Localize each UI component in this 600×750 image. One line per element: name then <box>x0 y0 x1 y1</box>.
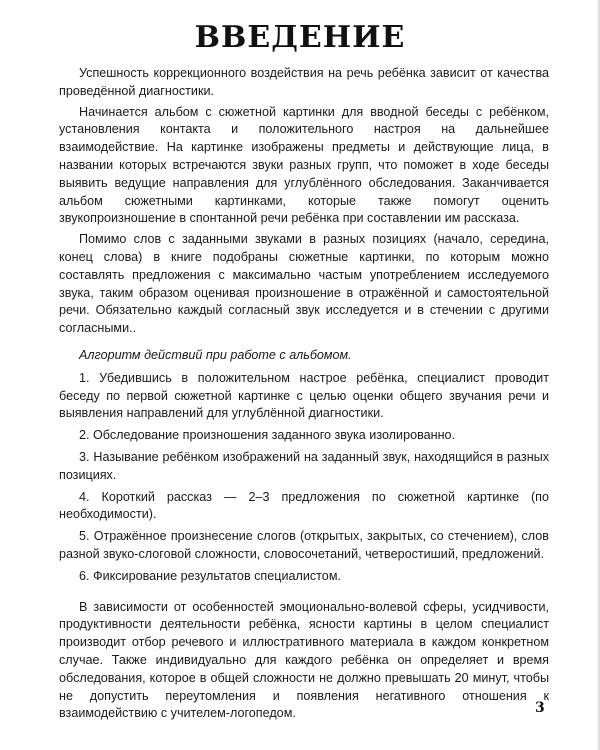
algorithm-step: 3. Называние ребёнком изображений на заданный звук, находящийся в разных позициях. <box>59 449 549 482</box>
intro-paragraph: Помимо слов с заданными звуками в разных позициях (начало, середина, конец слова) в книге подобраны сюжетные картинки, по которым можно составлять предложения с максимально частым употреблением исследуемого звука, таким образом оценивая произношение в отражённой и самостоятельной речи. Обязательно каждый согласный звук исследуется и в стечении с другими согласными.. <box>59 232 549 336</box>
page-title: ВВЕДЕНИЕ <box>194 20 406 55</box>
intro-paragraph: Начинается альбом с сюжетной картинки для вводной беседы с ребёнком, установления контакта и положительного настроя на дальнейшее взаимодействие. На картинке изображены предметы и действующие лица, в названии которых встречаются звуки разных групп, что поможет в ходе беседы выявить ведущие направления для углублённого обследования. Заканчивается альбом сюжетными картинками, которые также помогут оценить звукопроизношение в спонтанной речи ребёнка при составлении им рассказа. <box>59 104 549 226</box>
algorithm-step: 2. Обследование произношения заданного звука изолированно. <box>79 428 456 443</box>
algorithm-list <box>59 370 549 586</box>
algorithm-step: 5. Отражённое произнесение слогов (открытых, закрытых, со стечением), слов разной звуко-слоговой сложности, словосочетаний, четверостиший, предложений. <box>59 529 549 561</box>
page-number: 3 <box>535 700 545 716</box>
closing-paragraph: В зависимости от особенностей эмоционально-волевой сферы, усидчивости, продуктивности деятельности ребёнка, ясности картины в целом специалист производит отбор речевого и иллюстративного материала в каждом конкретном случае. Также индивидуально для каждого ребёнка он определяет и время обследования, которое в общей сложности не должно превышать 20 минут, чтобы не допустить переутомления и появления негативного отношения к взаимодействию с учителем-логопедом. <box>59 599 549 721</box>
algorithm-heading: Алгоритм действий при работе с альбомом. <box>79 347 352 362</box>
algorithm-step: 4. Короткий рассказ — 2–3 предложения по сюжетной картинке (по необходимости). <box>59 489 549 522</box>
page-content <box>59 65 549 723</box>
page-edge-shadow <box>596 0 600 750</box>
algorithm-step: 6. Фиксирование результатов специалистом. <box>79 568 341 583</box>
algorithm-step: 1. Убедившись в положительном настрое ребёнка, специалист проводит беседу по первой сюжетной картинке с целью оценки общего звучания речи и выявления направлений для углублённой диагностики. <box>59 370 549 421</box>
intro-paragraph: Успешность коррекционного воздействия на речь ребёнка зависит от качества проведённой диагностики. <box>59 66 549 98</box>
